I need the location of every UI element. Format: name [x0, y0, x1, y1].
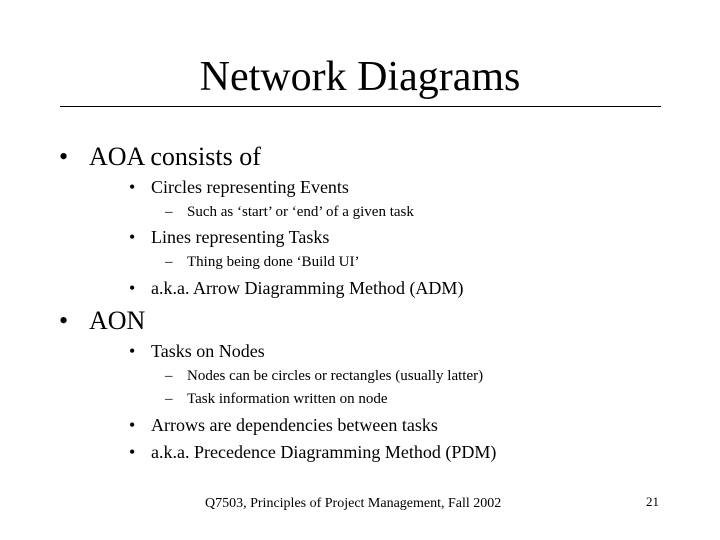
bullet-text: a.k.a. Arrow Diagramming Method (ADM): [151, 278, 464, 298]
sub-bullet-start-end: [165, 203, 414, 222]
dash-marker: –: [165, 204, 173, 220]
page-number: 21: [646, 494, 659, 509]
bullet-marker: •: [129, 442, 136, 462]
title-divider: [60, 106, 661, 107]
sub-bullet-task-info: [165, 390, 388, 409]
sub-bullet-node-shapes: [165, 367, 484, 386]
bullet-text: Thing being done ‘Build UI’: [187, 254, 360, 270]
bullet-aoa: [59, 142, 261, 172]
bullet-text: AON: [89, 306, 146, 335]
bullet-pdm: [129, 441, 497, 463]
bullet-text: Circles representing Events: [151, 177, 349, 197]
bullet-arrows-dependencies: [129, 414, 438, 436]
bullet-text: Task information written on node: [187, 391, 388, 407]
bullet-marker: •: [59, 306, 69, 335]
bullet-circles-events: [129, 176, 349, 198]
bullet-text: Lines representing Tasks: [151, 227, 330, 247]
bullet-marker: •: [129, 177, 136, 197]
bullet-adm: [129, 277, 464, 299]
bullet-marker: •: [129, 278, 136, 298]
bullet-marker: •: [59, 142, 69, 171]
bullet-text: Arrows are dependencies between tasks: [151, 415, 438, 435]
dash-marker: –: [165, 368, 173, 384]
bullet-marker: •: [129, 341, 136, 361]
bullet-marker: •: [129, 227, 136, 247]
slide-title: Network Diagrams: [199, 54, 521, 100]
sub-bullet-build-ui: [165, 253, 360, 272]
bullet-tasks-on-nodes: [129, 340, 265, 362]
dash-marker: –: [165, 391, 173, 407]
bullet-text: Tasks on Nodes: [151, 341, 265, 361]
bullet-lines-tasks: [129, 226, 330, 248]
bullet-text: AOA consists of: [89, 142, 261, 171]
slide-footer: Q7503, Principles of Project Management, Fall 2002: [205, 496, 502, 511]
bullet-text: Such as ‘start’ or ‘end’ of a given task: [187, 204, 414, 220]
bullet-text: a.k.a. Precedence Diagramming Method (PDM): [151, 442, 497, 462]
bullet-text: Nodes can be circles or rectangles (usually latter): [187, 368, 484, 384]
dash-marker: –: [165, 254, 173, 270]
bullet-marker: •: [129, 415, 136, 435]
bullet-aon: [59, 306, 146, 336]
